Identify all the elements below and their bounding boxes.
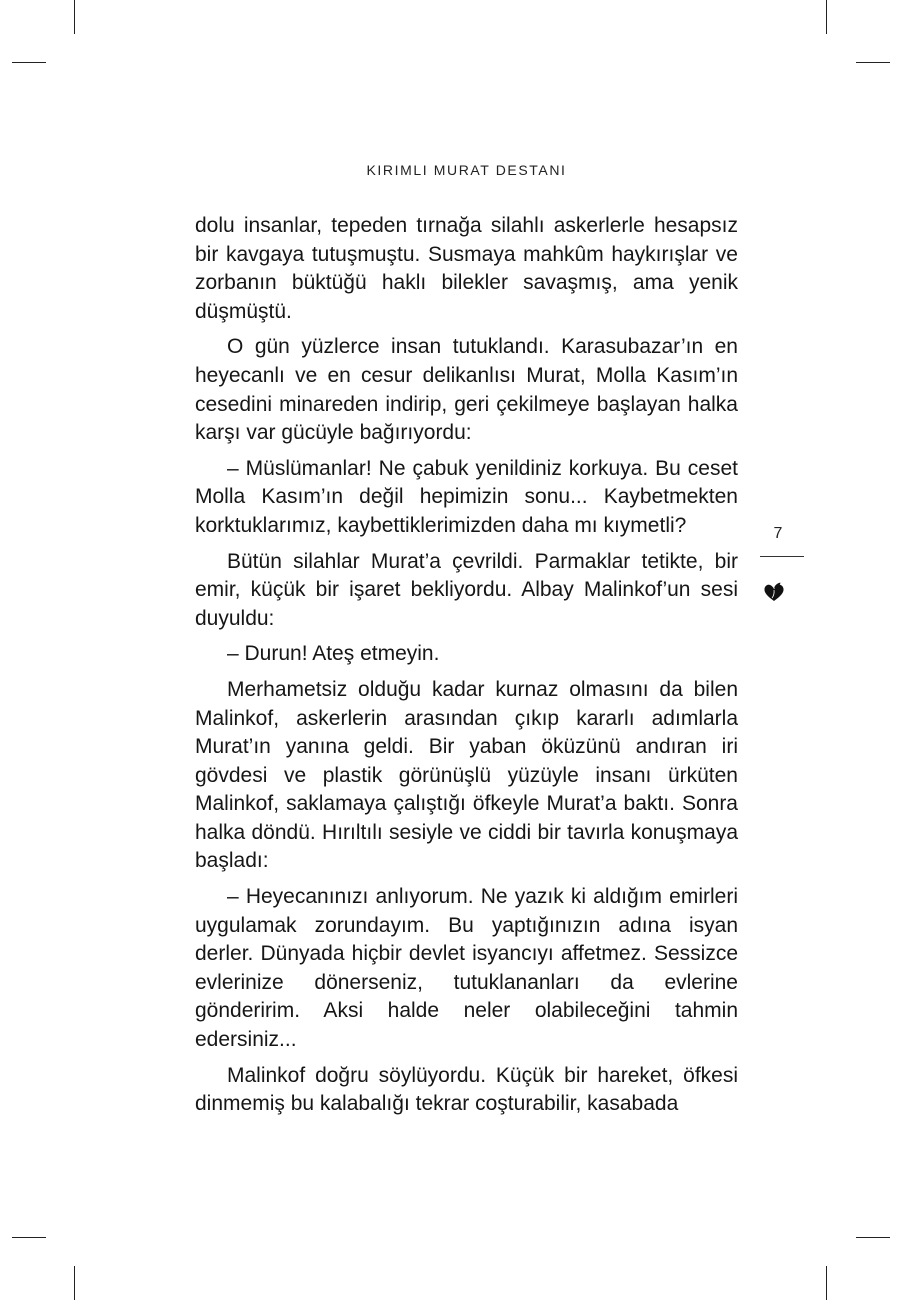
crop-mark-bottom-left-horizontal <box>12 1237 46 1238</box>
running-header: KIRIMLI MURAT DESTANI <box>366 162 567 178</box>
paragraph: Merhametsiz olduğu kadar kurnaz olmasını da bilen Malinkof, askerlerin arasından çıkıp kararlı adımlarla Murat’ın yanına geldi. Bir yaban öküzünü andıran iri gövdesi ve plastik görünüşlü yüzüyle insanı ürküten Malinkof, saklamaya çalıştığı öfkeyle Murat’a baktı. Sonra halka döndü. Hırıltılı sesiyle ve ciddi bir tavırla konuşmaya başladı: <box>195 677 738 873</box>
body-text <box>195 212 738 1126</box>
page-number: 7 <box>773 525 783 542</box>
crop-mark-top-right-horizontal <box>856 62 890 63</box>
paragraph: Malinkof doğru söylüyordu. Küçük bir hareket, öfkesi dinmemiş bu kalabalığı tekrar coşturabilir, kasabada <box>195 1063 738 1116</box>
paragraph: O gün yüzlerce insan tutuklandı. Karasubazar’ın en heyecanlı ve en cesur delikanlısı Murat, Molla Kasım’ın cesedini minareden indirip, geri çekilmeye başlayan halka karşı var gücüyle bağırıyordu: <box>195 335 738 445</box>
page-number-rule <box>760 556 804 557</box>
heart-leaf-ornament-icon <box>762 580 786 604</box>
dialogue-paragraph: – Heyecanınızı anlıyorum. Ne yazık ki aldığım emirleri uygulamak zorundayım. Bu yaptığınızın adına isyan derler. Dünyada hiçbir devlet isyancıyı affetmez. Sessizce evlerinize dönerseniz, tutuklananları da evlerine gönderirim. Aksi halde neler olabileceğini tahmin edersiniz... <box>195 885 738 1052</box>
dialogue-paragraph: – Durun! Ateş etmeyin. <box>227 642 440 666</box>
paragraph: dolu insanlar, tepeden tırnağa silahlı askerlerle hesapsız bir kavgaya tutuşmuştu. Susmaya mahkûm haykırışlar ve zorbanın büktüğü haklı bilekler savaşmış, ama yenik düşmüştü. <box>195 214 738 323</box>
crop-mark-bottom-right-horizontal <box>856 1237 890 1238</box>
dialogue-paragraph: – Müslümanlar! Ne çabuk yenildiniz korkuya. Bu ceset Molla Kasım’ın değil hepimizin sonu... Kaybetmekten korktuklarımız, kaybettiklerimizden daha mı kıymetli? <box>195 456 738 537</box>
crop-mark-top-right-vertical <box>826 0 827 34</box>
paragraph: Bütün silahlar Murat’a çevrildi. Parmaklar tetikte, bir emir, küçük bir işaret bekliyordu. Albay Malinkof’un sesi duyuldu: <box>195 549 738 630</box>
crop-mark-top-left-vertical <box>74 0 75 34</box>
crop-mark-bottom-right-vertical <box>826 1266 827 1300</box>
crop-mark-top-left-horizontal <box>12 62 46 63</box>
crop-mark-bottom-left-vertical <box>74 1266 75 1300</box>
